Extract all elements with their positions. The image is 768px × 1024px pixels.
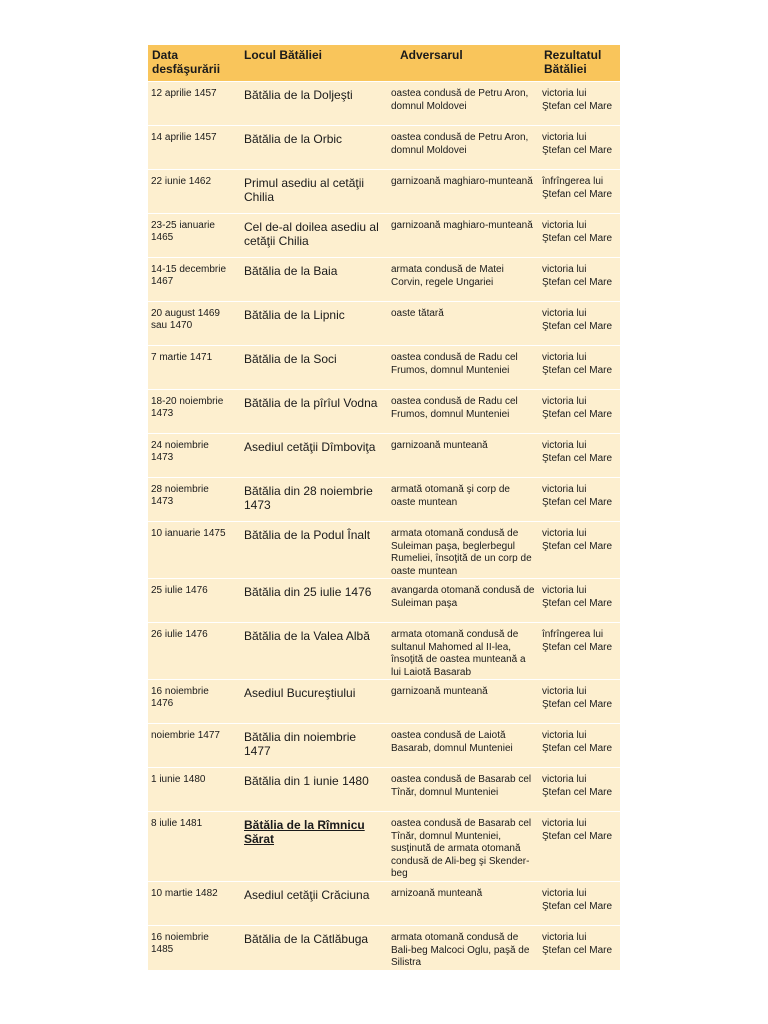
table-body xyxy=(148,82,620,970)
place-text: Bătălia din 28 noiembrie 1473 xyxy=(244,484,373,512)
cell-date: 20 august 1469 sau 1470 xyxy=(148,302,236,346)
cell-adversary: armata otomană condusă de Suleiman paşa, beglerbegul Rumeliei, însoţită de un corp de oaste muntean xyxy=(386,522,539,579)
cell-result: înfrîngerea lui Ştefan cel Mare xyxy=(539,623,620,680)
cell-place xyxy=(236,390,386,434)
cell-result: victoria lui Ştefan cel Mare xyxy=(539,258,620,302)
cell-result: victoria lui Ştefan cel Mare xyxy=(539,126,620,170)
cell-date: 10 martie 1482 xyxy=(148,882,236,926)
table-header-row xyxy=(148,45,620,82)
cell-adversary: oaste tătară xyxy=(386,302,539,346)
cell-place xyxy=(236,926,386,970)
cell-place xyxy=(236,768,386,812)
place-text: Bătălia de la pîrîul Vodna xyxy=(244,396,378,410)
table-row xyxy=(148,579,620,623)
cell-place xyxy=(236,346,386,390)
cell-result: victoria lui Ştefan cel Mare xyxy=(539,478,620,522)
cell-adversary: oastea condusă de Laiotă Basarab, domnul Munteniei xyxy=(386,724,539,768)
cell-result: victoria lui Ştefan cel Mare xyxy=(539,926,620,970)
table-row xyxy=(148,882,620,926)
cell-date: 16 noiembrie 1485 xyxy=(148,926,236,970)
cell-place xyxy=(236,434,386,478)
cell-adversary: oastea condusă de Basarab cel Tînăr, domnul Munteniei, susţinută de armata otomană condusă de Ali-beg şi Skender-beg xyxy=(386,812,539,882)
place-text: Bătălia din 25 iulie 1476 xyxy=(244,585,372,599)
cell-place xyxy=(236,478,386,522)
cell-adversary: armata otomană condusă de Bali-beg Malcoci Oglu, paşă de Silistra xyxy=(386,926,539,970)
cell-result: victoria lui Ştefan cel Mare xyxy=(539,82,620,126)
cell-date: 16 noiembrie 1476 xyxy=(148,680,236,724)
place-text: Bătălia de la Baia xyxy=(244,264,338,278)
table-row xyxy=(148,926,620,970)
cell-result: victoria lui Ştefan cel Mare xyxy=(539,214,620,258)
cell-date: 28 noiembrie 1473 xyxy=(148,478,236,522)
cell-place xyxy=(236,82,386,126)
place-text: Bătălia de la Orbic xyxy=(244,132,343,146)
cell-date: noiembrie 1477 xyxy=(148,724,236,768)
table-row xyxy=(148,390,620,434)
cell-place xyxy=(236,258,386,302)
cell-place xyxy=(236,214,386,258)
cell-place xyxy=(236,680,386,724)
cell-adversary: armata condusă de Matei Corvin, regele Ungariei xyxy=(386,258,539,302)
cell-result: victoria lui Ştefan cel Mare xyxy=(539,882,620,926)
cell-date: 7 martie 1471 xyxy=(148,346,236,390)
cell-date: 10 ianuarie 1475 xyxy=(148,522,236,579)
cell-adversary: garnizoană maghiaro-munteană xyxy=(386,170,539,214)
place-text: Bătălia de la Soci xyxy=(244,352,337,366)
place-text: Primul asediu al cetăţii Chilia xyxy=(244,176,365,204)
cell-result: victoria lui Ştefan cel Mare xyxy=(539,724,620,768)
place-text: Bătălia de la Valea Albă xyxy=(244,629,370,643)
cell-adversary: garnizoană maghiaro-munteană xyxy=(386,214,539,258)
cell-adversary: garnizoană munteană xyxy=(386,434,539,478)
cell-adversary: oastea condusă de Petru Aron, domnul Moldovei xyxy=(386,126,539,170)
table-row xyxy=(148,724,620,768)
cell-result: victoria lui Ştefan cel Mare xyxy=(539,302,620,346)
table-row xyxy=(148,623,620,680)
cell-place xyxy=(236,126,386,170)
table-row xyxy=(148,126,620,170)
cell-place xyxy=(236,170,386,214)
cell-adversary: oastea condusă de Basarab cel Tînăr, domnul Munteniei xyxy=(386,768,539,812)
cell-adversary: arnizoană munteană xyxy=(386,882,539,926)
cell-date: 14-15 decembrie 1467 xyxy=(148,258,236,302)
table-row xyxy=(148,812,620,882)
cell-place xyxy=(236,579,386,623)
cell-result: victoria lui Ştefan cel Mare xyxy=(539,434,620,478)
table-row xyxy=(148,478,620,522)
cell-place xyxy=(236,522,386,579)
table-row xyxy=(148,346,620,390)
place-text: Bătălia din 1 iunie 1480 xyxy=(244,774,369,788)
battles-table xyxy=(148,45,620,970)
place-text: Bătălia de la Cătlăbuga xyxy=(244,932,369,946)
cell-date: 22 iunie 1462 xyxy=(148,170,236,214)
table-row xyxy=(148,302,620,346)
table-row xyxy=(148,214,620,258)
place-text: Bătălia de la Podul Înalt xyxy=(244,528,371,542)
table-row xyxy=(148,522,620,579)
place-text: Bătălia de la Lipnic xyxy=(244,308,345,322)
header-result: Rezultatul Bătăliei xyxy=(539,45,620,82)
table-row xyxy=(148,434,620,478)
cell-date: 18-20 noiembrie 1473 xyxy=(148,390,236,434)
table-row xyxy=(148,258,620,302)
cell-adversary: oastea condusă de Radu cel Frumos, domnul Munteniei xyxy=(386,346,539,390)
cell-date: 24 noiembrie 1473 xyxy=(148,434,236,478)
cell-result: victoria lui Ştefan cel Mare xyxy=(539,522,620,579)
place-text: Bătălia de la Rîmnicu Sărat xyxy=(244,818,365,846)
cell-place xyxy=(236,302,386,346)
table-row xyxy=(148,680,620,724)
cell-place xyxy=(236,882,386,926)
place-text: Bătălia din noiembrie 1477 xyxy=(244,730,357,758)
place-text: Asediul Bucureştiului xyxy=(244,686,356,700)
cell-date: 14 aprilie 1457 xyxy=(148,126,236,170)
header-adversary: Adversarul xyxy=(386,45,539,82)
header-place: Locul Bătăliei xyxy=(236,45,386,82)
cell-date: 26 iulie 1476 xyxy=(148,623,236,680)
cell-date: 8 iulie 1481 xyxy=(148,812,236,882)
cell-place xyxy=(236,812,386,882)
cell-place xyxy=(236,724,386,768)
cell-result: victoria lui Ştefan cel Mare xyxy=(539,579,620,623)
cell-adversary: oastea condusă de Petru Aron, domnul Moldovei xyxy=(386,82,539,126)
cell-adversary: armata otomană condusă de sultanul Mahomed al II-lea, însoţită de oastea munteană a lui Laiotă Basarab xyxy=(386,623,539,680)
table-row xyxy=(148,768,620,812)
table-row xyxy=(148,82,620,126)
cell-adversary: avangarda otomană condusă de Suleiman paşa xyxy=(386,579,539,623)
place-text: Asediul cetăţii Crăciuna xyxy=(244,888,370,902)
cell-result: victoria lui Ştefan cel Mare xyxy=(539,390,620,434)
cell-date: 1 iunie 1480 xyxy=(148,768,236,812)
header-date: Data desfăşurării xyxy=(148,45,236,82)
place-text: Asediul cetăţii Dîmboviţa xyxy=(244,440,376,454)
cell-adversary: oastea condusă de Radu cel Frumos, domnul Munteniei xyxy=(386,390,539,434)
cell-result: victoria lui Ştefan cel Mare xyxy=(539,768,620,812)
cell-result: înfrîngerea lui Ştefan cel Mare xyxy=(539,170,620,214)
cell-date: 25 iulie 1476 xyxy=(148,579,236,623)
cell-result: victoria lui Ştefan cel Mare xyxy=(539,812,620,882)
cell-adversary: garnizoană munteană xyxy=(386,680,539,724)
cell-result: victoria lui Ştefan cel Mare xyxy=(539,346,620,390)
cell-adversary: armată otomană şi corp de oaste muntean xyxy=(386,478,539,522)
place-text: Bătălia de la Doljeşti xyxy=(244,88,353,102)
cell-result: victoria lui Ştefan cel Mare xyxy=(539,680,620,724)
cell-place xyxy=(236,623,386,680)
place-text: Cel de-al doilea asediu al cetăţii Chilia xyxy=(244,220,379,248)
table-row xyxy=(148,170,620,214)
cell-date: 23-25 ianuarie 1465 xyxy=(148,214,236,258)
cell-date: 12 aprilie 1457 xyxy=(148,82,236,126)
